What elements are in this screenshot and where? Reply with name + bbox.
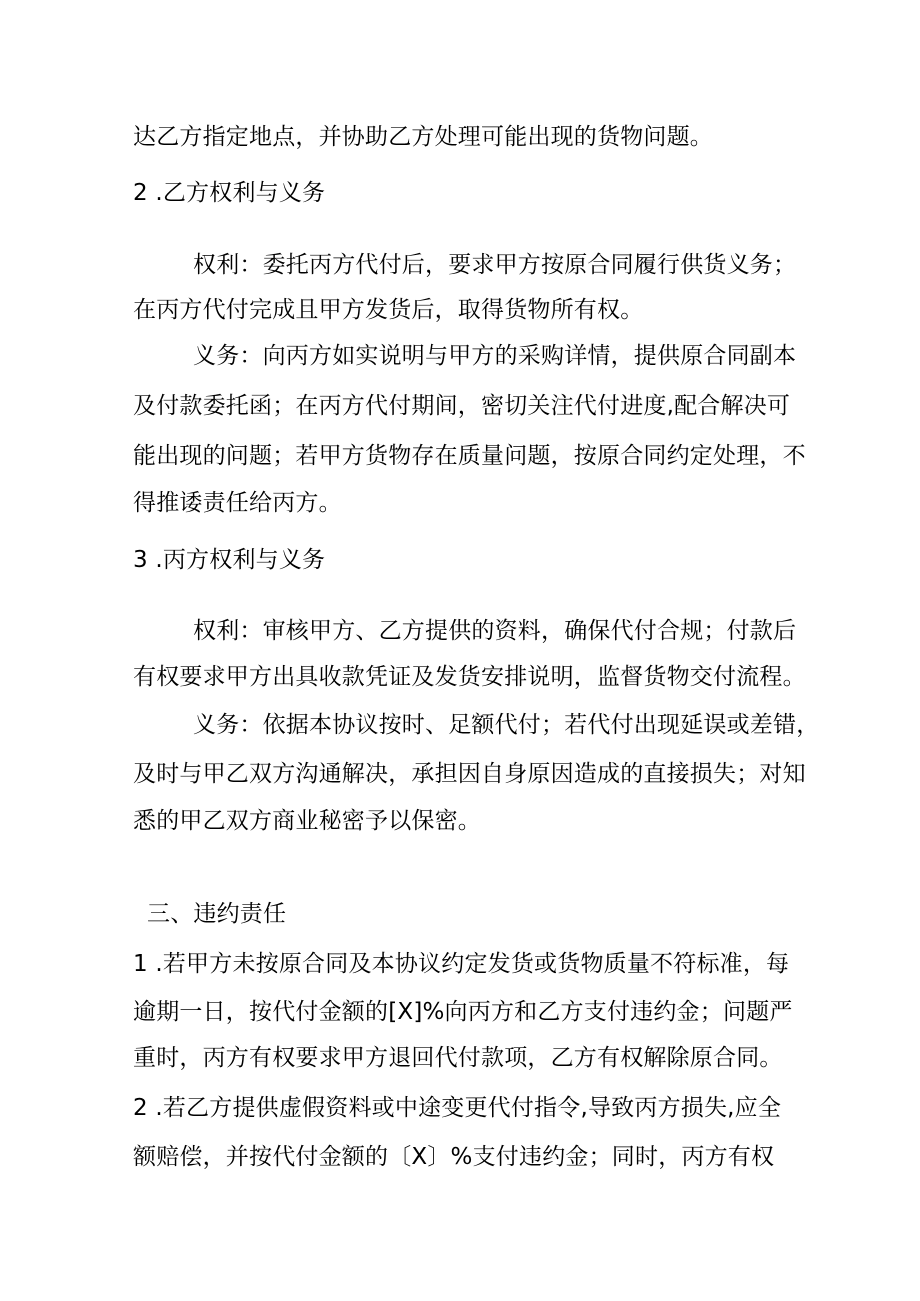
paragraph-line: 达乙方指定地点，并协助乙方处理可能出现的货物问题。 xyxy=(133,124,713,150)
paragraph-line: 得推诿责任给丙方。 xyxy=(133,490,342,516)
paragraph-line: 及付款委托函；在丙方代付期间，密切关注代付进度,配合解决可 xyxy=(133,393,791,419)
paragraph-line: 1 .若甲方未按原合同及本协议约定发货或货物质量不符标准，每 xyxy=(133,951,790,977)
paragraph-line: 逾期一日，按代付金额的[X]%向丙方和乙方支付违约金；问题严 xyxy=(133,999,793,1025)
paragraph-line: 额赔偿，并按代付金额的〔X〕%支付违约金；同时，丙方有权 xyxy=(133,1144,775,1170)
paragraph-line: 2 .若乙方提供虚假资料或中途变更代付指令,导致丙方损失,应全 xyxy=(133,1095,782,1121)
paragraph-line: 权利：委托丙方代付后，要求甲方按原合同履行供货义务； xyxy=(193,252,797,278)
paragraph-line: 及时与甲乙双方沟通解决，承担因自身原因造成的直接损失；对知 xyxy=(133,761,806,787)
section-heading: 2 .乙方权利与义务 xyxy=(133,180,326,206)
section-heading: 3 .丙方权利与义务 xyxy=(133,547,326,573)
paragraph-line: 义务：依据本协议按时、足额代付；若代付出现延误或差错， xyxy=(193,712,820,738)
paragraph-line: 重时，丙方有权要求甲方退回代付款项，乙方有权解除原合同。 xyxy=(133,1045,783,1071)
paragraph-line: 有权要求甲方出具收款凭证及发货安排说明，监督货物交付流程。 xyxy=(133,664,806,690)
chapter-title: 三、违约责任 xyxy=(147,901,287,927)
paragraph-line: 能出现的问题；若甲方货物存在质量问题，按原合同约定处理，不 xyxy=(133,443,806,469)
paragraph-line: 权利：审核甲方、乙方提供的资料，确保代付合规；付款后 xyxy=(193,618,797,644)
paragraph-line: 在丙方代付完成且甲方发货后，取得货物所有权。 xyxy=(133,297,644,323)
paragraph-line: 悉的甲乙双方商业秘密予以保密。 xyxy=(133,808,481,834)
paragraph-line: 义务：向丙方如实说明与甲方的采购详情，提供原合同副本 xyxy=(193,343,797,369)
